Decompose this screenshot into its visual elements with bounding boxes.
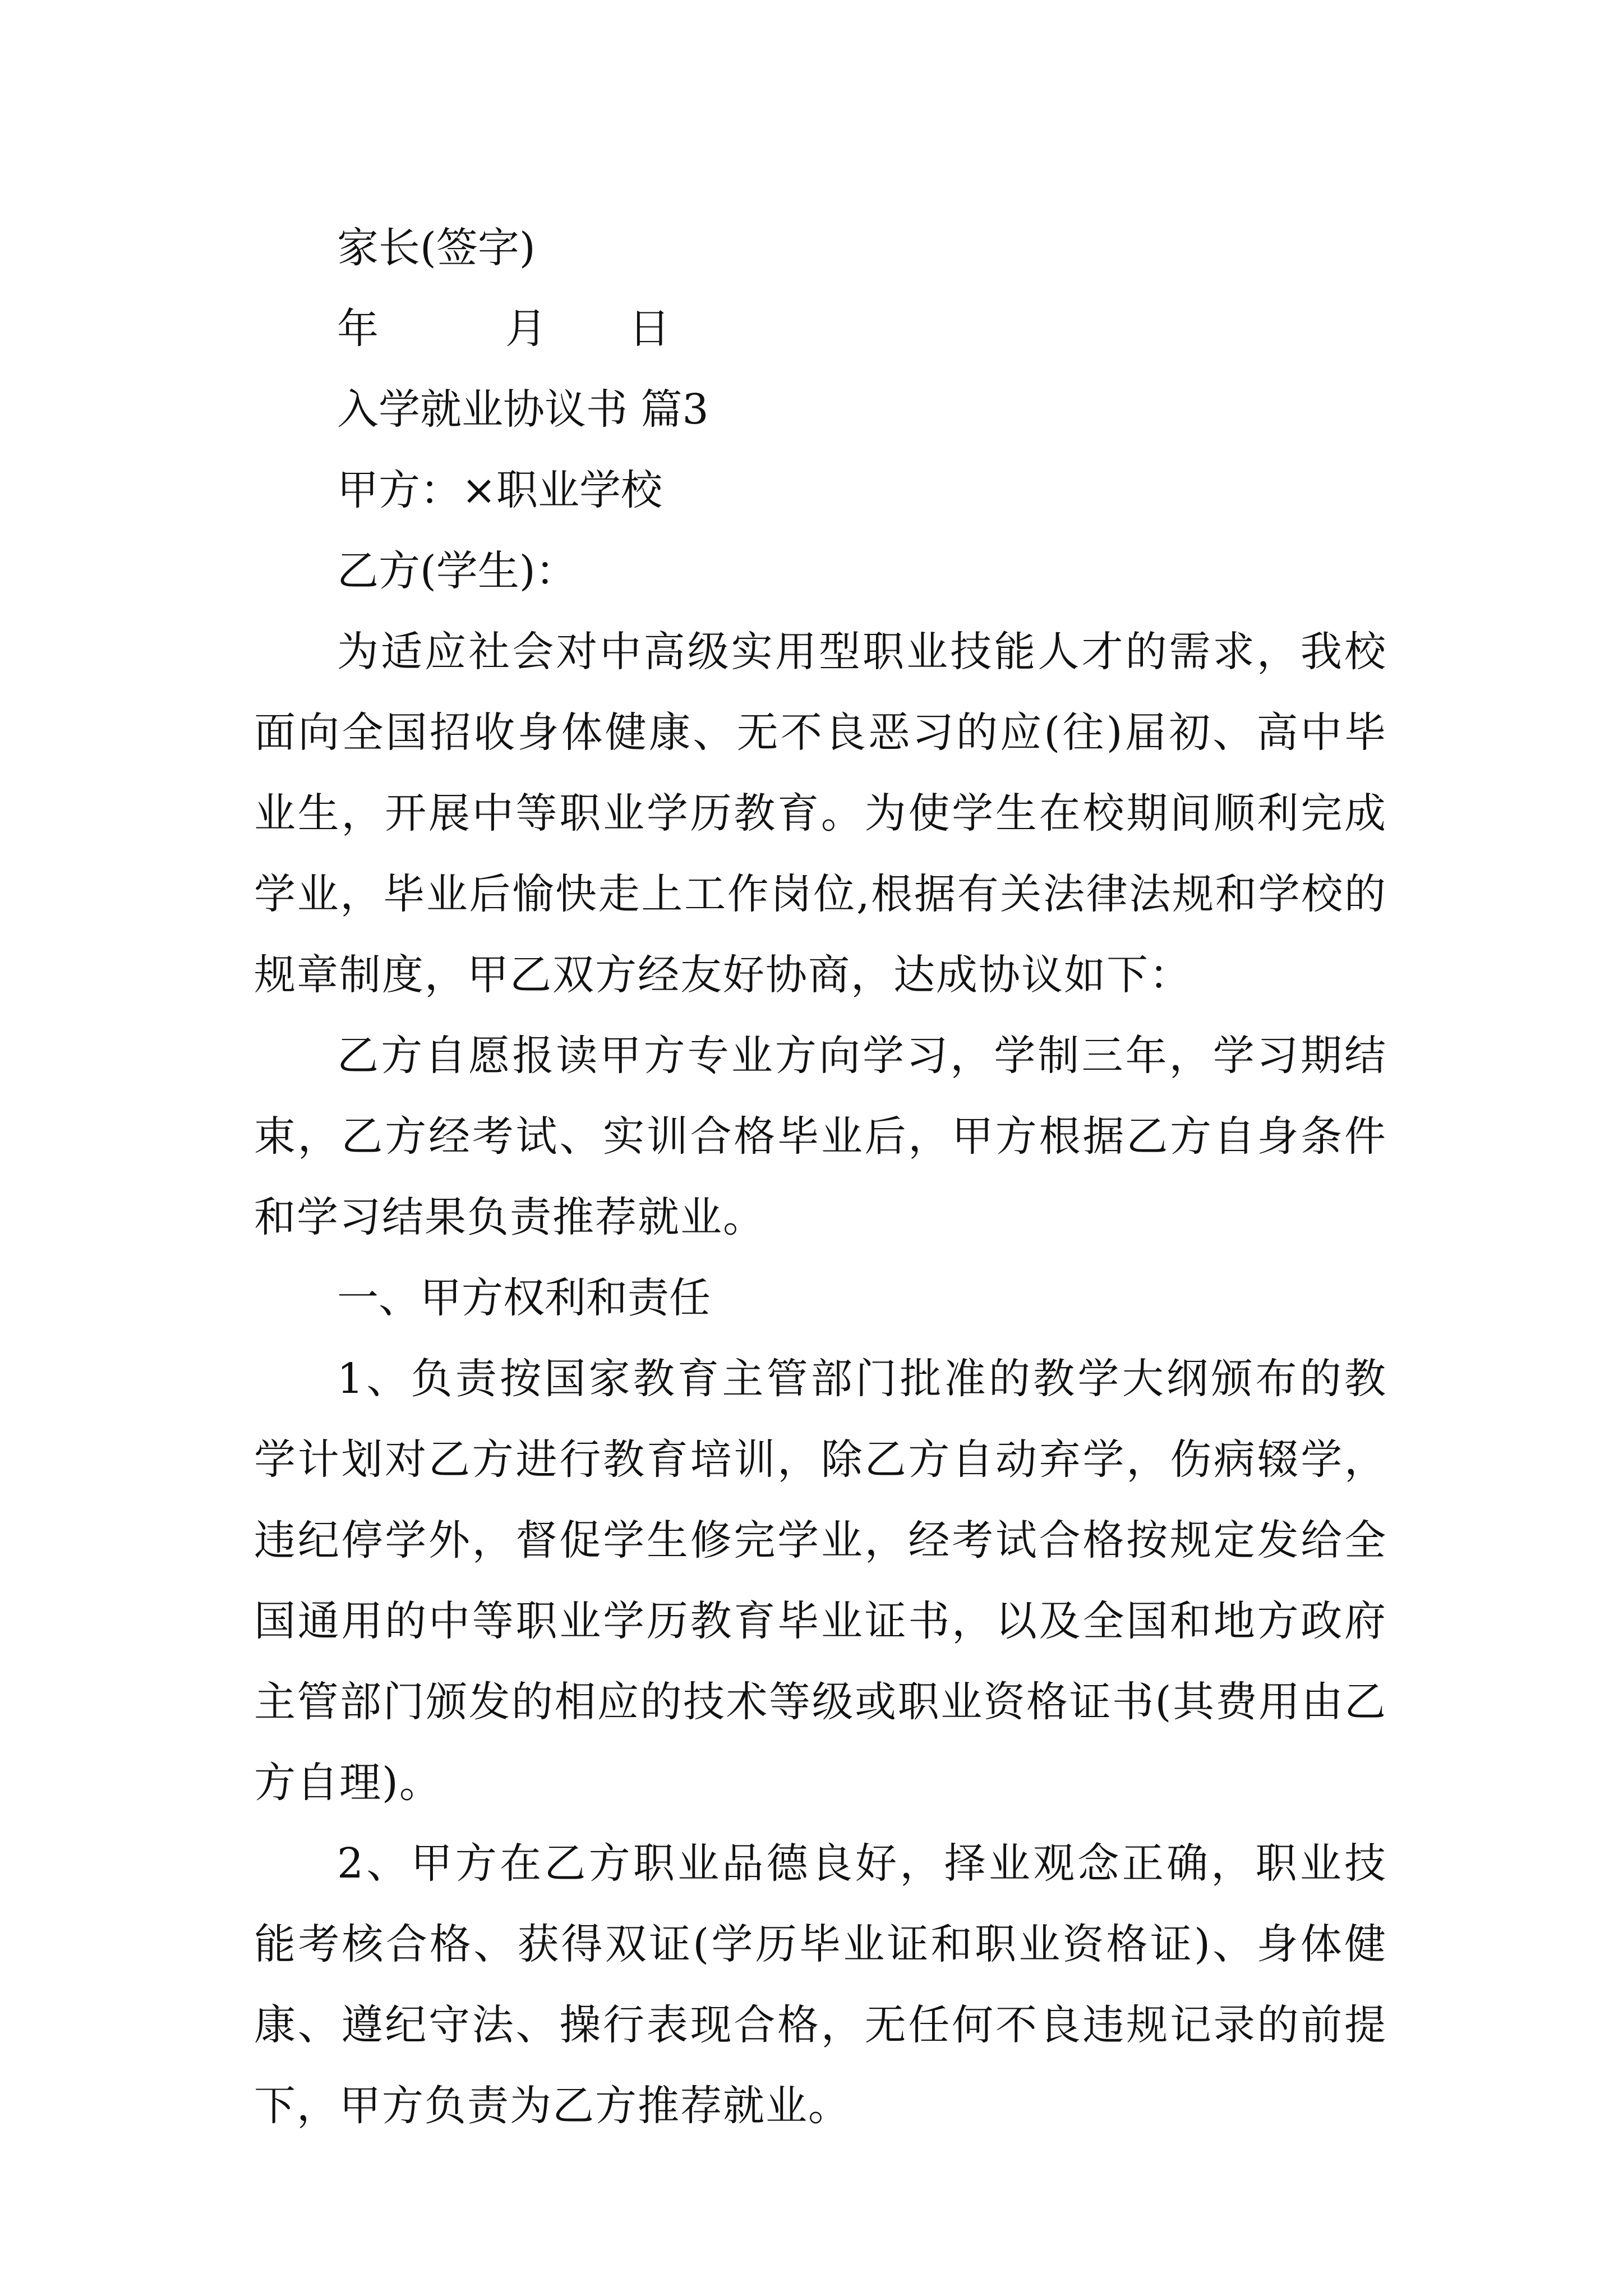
party-b-line: 乙方(学生)：	[337, 547, 577, 595]
date-day-label: 日	[629, 305, 670, 353]
date-month-label: 月	[505, 305, 547, 353]
heading-party-a-rights: 一、甲方权利和责任	[337, 1274, 711, 1322]
enrollment-paragraph: 乙方自愿报读甲方专业方向学习，学制三年，学习期结束，乙方经考试、实训合格毕业后，甲方根据乙方自身条件和学习结果负责推荐就业。	[254, 1032, 1387, 1241]
date-year-label: 年	[337, 305, 379, 353]
intro-paragraph: 为适应社会对中高级实用型职业技能人才的需求，我校面向全国招收身体健康、无不良恶习的应(往)届初、高中毕业生，开展中等职业学历教育。为使学生在校期间顺利完成学业，毕业后愉快走上工作岗位,根据有关法律法规和学校的规章制度，甲乙双方经友好协商，达成协议如下：	[254, 628, 1387, 999]
date-line	[254, 288, 1387, 369]
clause-item-2: 2、甲方在乙方职业品德良好，择业观念正确，职业技能考核合格、获得双证(学历毕业证和职业资格证)、身体健康、遵纪守法、操行表现合格，无任何不良违规记录的前提下，甲方负责为乙方推荐就业。	[254, 1839, 1387, 2130]
clause-item-1: 1、负责按国家教育主管部门批准的教学大纲颁布的教学计划对乙方进行教育培训，除乙方自动弃学，伤病辍学，违纪停学外，督促学生修完学业，经考试合格按规定发给全国通用的中等职业学历教育毕业证书，以及全国和地方政府主管部门颁发的相应的技术等级或职业资格证书(其费用由乙方自理)。	[254, 1355, 1387, 1807]
party-a-line: 甲方：×职业学校	[337, 466, 663, 514]
document-body	[254, 208, 1387, 2146]
section-title: 入学就业协议书 篇3	[337, 385, 709, 434]
parent-signature-line: 家长(签字)	[337, 224, 536, 272]
